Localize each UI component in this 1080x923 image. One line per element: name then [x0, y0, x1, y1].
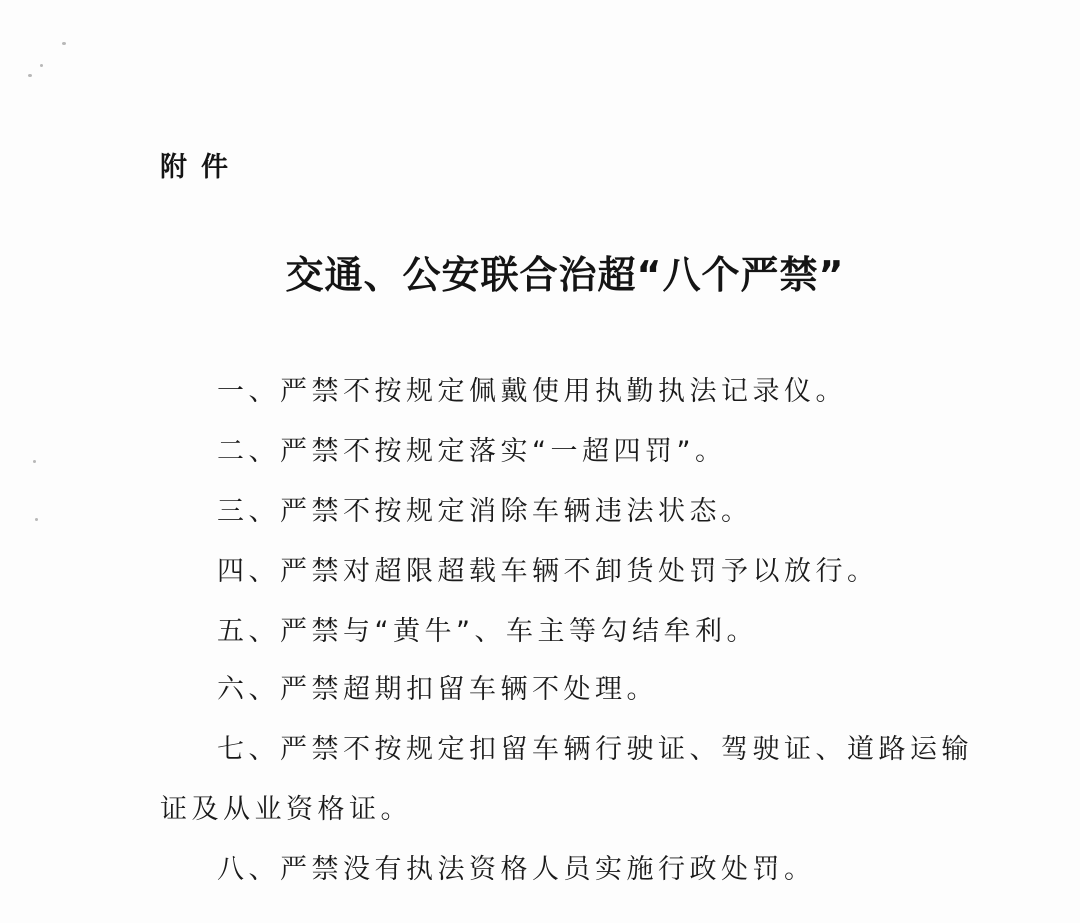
scan-speck: [33, 460, 36, 463]
scan-speck: [62, 42, 66, 45]
rule-item-3: 三、严禁不按规定消除车辆违法状态。: [217, 496, 753, 527]
scan-speck: [35, 518, 38, 521]
rule-item-4: 四、严禁对超限超载车辆不卸货处罚予以放行。: [217, 556, 879, 587]
rule-item-5: 五、严禁与“黄牛”、车主等勾结牟利。: [217, 616, 758, 647]
rule-item-1: 一、严禁不按规定佩戴使用执勤执法记录仪。: [217, 376, 847, 407]
rule-item-8: 八、严禁没有执法资格人员实施行政处罚。: [217, 854, 816, 885]
rule-item-7: 七、严禁不按规定扣留车辆行驶证、驾驶证、道路运输: [217, 734, 973, 765]
scan-speck: [40, 64, 43, 67]
rule-item-6: 六、严禁超期扣留车辆不处理。: [217, 674, 658, 705]
rule-item-7-continued: 证及从业资格证。: [160, 794, 412, 825]
rule-item-2: 二、严禁不按规定落实“一超四罚”。: [217, 436, 727, 467]
attachment-label: 附件: [160, 152, 242, 183]
document-title: 交通、公安联合治超“八个严禁”: [285, 253, 845, 297]
scan-speck: [28, 74, 32, 77]
